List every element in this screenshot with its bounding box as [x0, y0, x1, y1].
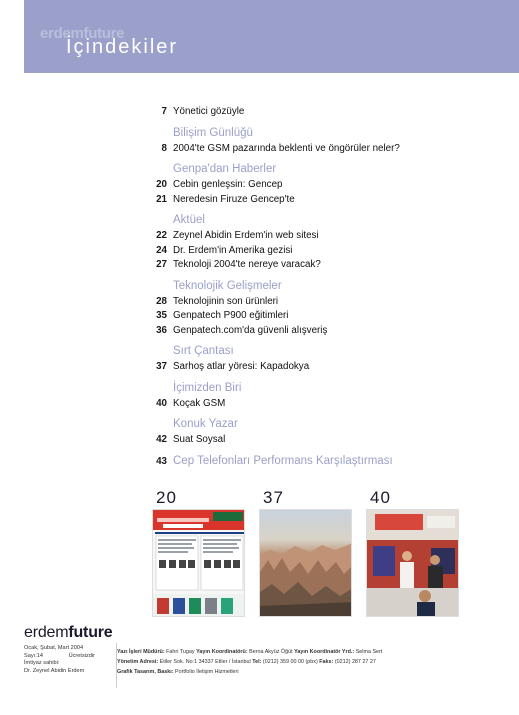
toc-entry[interactable] [150, 433, 450, 448]
toc-section-title: Genpa'dan Haberler [173, 163, 277, 175]
cappadocia-image[interactable] [259, 509, 352, 617]
toc-entry[interactable] [150, 309, 450, 324]
colophon [117, 647, 517, 677]
credit-value: Etiler Sok. No:1 34337 Etiler / İstanbul [159, 659, 251, 665]
store-graphic [367, 510, 459, 617]
toc-section-title: Sırt Çantası [173, 345, 234, 357]
toc-entry-title: 2004'te GSM pazarında beklenti ve öngörüler neler? [173, 142, 400, 154]
toc-page-number: 24 [156, 244, 167, 256]
colophon-row-2 [117, 657, 517, 667]
store-image[interactable] [366, 509, 459, 617]
toc-page-number: 40 [156, 397, 167, 409]
toc-entry-title: Cep Telefonları Performans Karşılaştırması [173, 454, 393, 467]
toc-page-number: 28 [156, 295, 167, 307]
toc-entry-title: Yönetici gözüyle [173, 106, 245, 117]
toc-entry-title: Genpatech.com'da güvenli alışveriş [173, 324, 328, 336]
toc-entry[interactable] [150, 258, 450, 273]
toc-page-number: 43 [156, 455, 167, 467]
toc-page-number: 20 [156, 179, 167, 190]
toc-entry[interactable] [150, 229, 450, 244]
thumbnail-strip [152, 488, 462, 624]
toc-entry[interactable] [150, 244, 450, 259]
toc-entry[interactable] [150, 142, 450, 157]
toc-section-title: İçimizden Biri [173, 381, 242, 394]
issue-number: Sayı:14 [24, 652, 43, 659]
issue-number-row [24, 653, 95, 661]
header-banner [24, 0, 519, 73]
credit-label: Yayın Koordinatör Yrd.: [294, 649, 355, 655]
toc-entry-title: Dr. Erdem'in Amerika gezisi [173, 244, 293, 256]
issue-price: Ücretsizdir [68, 652, 95, 659]
toc-section [150, 126, 450, 157]
toc-section-title: Bilişim Günlüğü [173, 126, 253, 139]
toc-entry[interactable] [150, 178, 450, 193]
thumb-page-number: 37 [263, 488, 284, 507]
toc-section [150, 279, 450, 339]
credit-value: Berna Akyüz Öğüt [249, 649, 293, 655]
toc-intro [150, 105, 450, 120]
toc-entry-title: Zeynel Abidin Erdem'in web sitesi [173, 230, 319, 241]
footer-logo [24, 624, 113, 642]
toc-entry-title: Koçak GSM [173, 397, 226, 409]
header-brand: erdemfuture [40, 25, 125, 42]
toc-page-number: 36 [156, 324, 167, 336]
table-of-contents [150, 105, 450, 469]
credit-label: Yönetim Adresi: [117, 659, 159, 665]
gencep-poster-image[interactable] [152, 509, 245, 617]
toc-entry[interactable] [150, 105, 450, 120]
colophon-row-1 [117, 647, 517, 657]
toc-entry-title: Cebin genleşsin: Gencep [173, 179, 283, 190]
thumb-page-number: 40 [370, 488, 391, 507]
toc-page-number: 8 [161, 142, 167, 154]
toc-entry-title: Teknoloji 2004'te nereye varacak? [173, 259, 321, 270]
toc-entry[interactable] [150, 324, 450, 339]
toc-entry-title: Sarhoş atlar yöresi: Kapadokya [173, 361, 310, 372]
owner-name: Dr. Zeynel Abidin Erdem [24, 667, 85, 674]
toc-page-number: 22 [156, 230, 167, 241]
credit-label: Yazı İşleri Müdürü: [117, 649, 165, 655]
owner-label: İmtiyaz sahibi: [24, 660, 60, 666]
credit-label: Yayın Koordinatörü: [196, 649, 248, 655]
toc-section [150, 381, 450, 412]
colophon-row-3 [117, 667, 517, 677]
credit-label: Grafik Tasarım, Baskı: [117, 669, 174, 675]
toc-page-number: 42 [156, 434, 167, 445]
toc-entry-title: Suat Soysal [173, 434, 226, 445]
credit-value: (0212) 287 27 27 [334, 659, 376, 665]
toc-entry[interactable] [150, 360, 450, 375]
toc-entry[interactable] [150, 397, 450, 412]
cappadocia-graphic [260, 510, 352, 617]
toc-entry-title: Neredesin Firuze Gencep'te [173, 193, 295, 205]
toc-section [150, 162, 450, 207]
toc-entry-title: Genpatech P900 eğitimleri [173, 310, 289, 321]
credit-value: Selma Sert [355, 649, 383, 655]
credit-value: Portfolio İletişim Hizmetleri [175, 669, 239, 675]
issue-date: Ocak, Şubat, Mart 2004 [24, 645, 84, 651]
gencep-poster-graphic [153, 510, 245, 617]
credit-label: Faks: [319, 659, 334, 665]
toc-entry[interactable] [150, 193, 450, 208]
toc-page-number: 21 [156, 193, 167, 205]
toc-page-number: 7 [161, 106, 167, 117]
toc-page-number: 35 [156, 310, 167, 321]
toc-section [150, 213, 450, 273]
credit-value: Fahri Tugay [166, 649, 195, 655]
credit-value: (0212) 359 00 00 (pbx) [262, 659, 318, 665]
toc-section-title: Konuk Yazar [173, 418, 238, 430]
toc-entry-title: Teknolojinin son ürünleri [173, 295, 279, 307]
toc-entry-last[interactable] [150, 454, 450, 470]
credit-label: Tel: [252, 659, 262, 665]
page-title: İçindekiler [66, 36, 179, 58]
footer-logo-light: erdem [24, 624, 69, 641]
issue-info [24, 645, 95, 675]
toc-section [150, 417, 450, 448]
toc-page-number: 27 [156, 259, 167, 270]
toc-page-number: 37 [156, 361, 167, 372]
thumb-page-number: 20 [156, 488, 177, 507]
toc-entry[interactable] [150, 295, 450, 310]
toc-section-title: Teknolojik Gelişmeler [173, 279, 282, 292]
toc-section [150, 344, 450, 375]
toc-section-title: Aktüel [173, 214, 205, 226]
footer-logo-bold: future [68, 624, 113, 641]
